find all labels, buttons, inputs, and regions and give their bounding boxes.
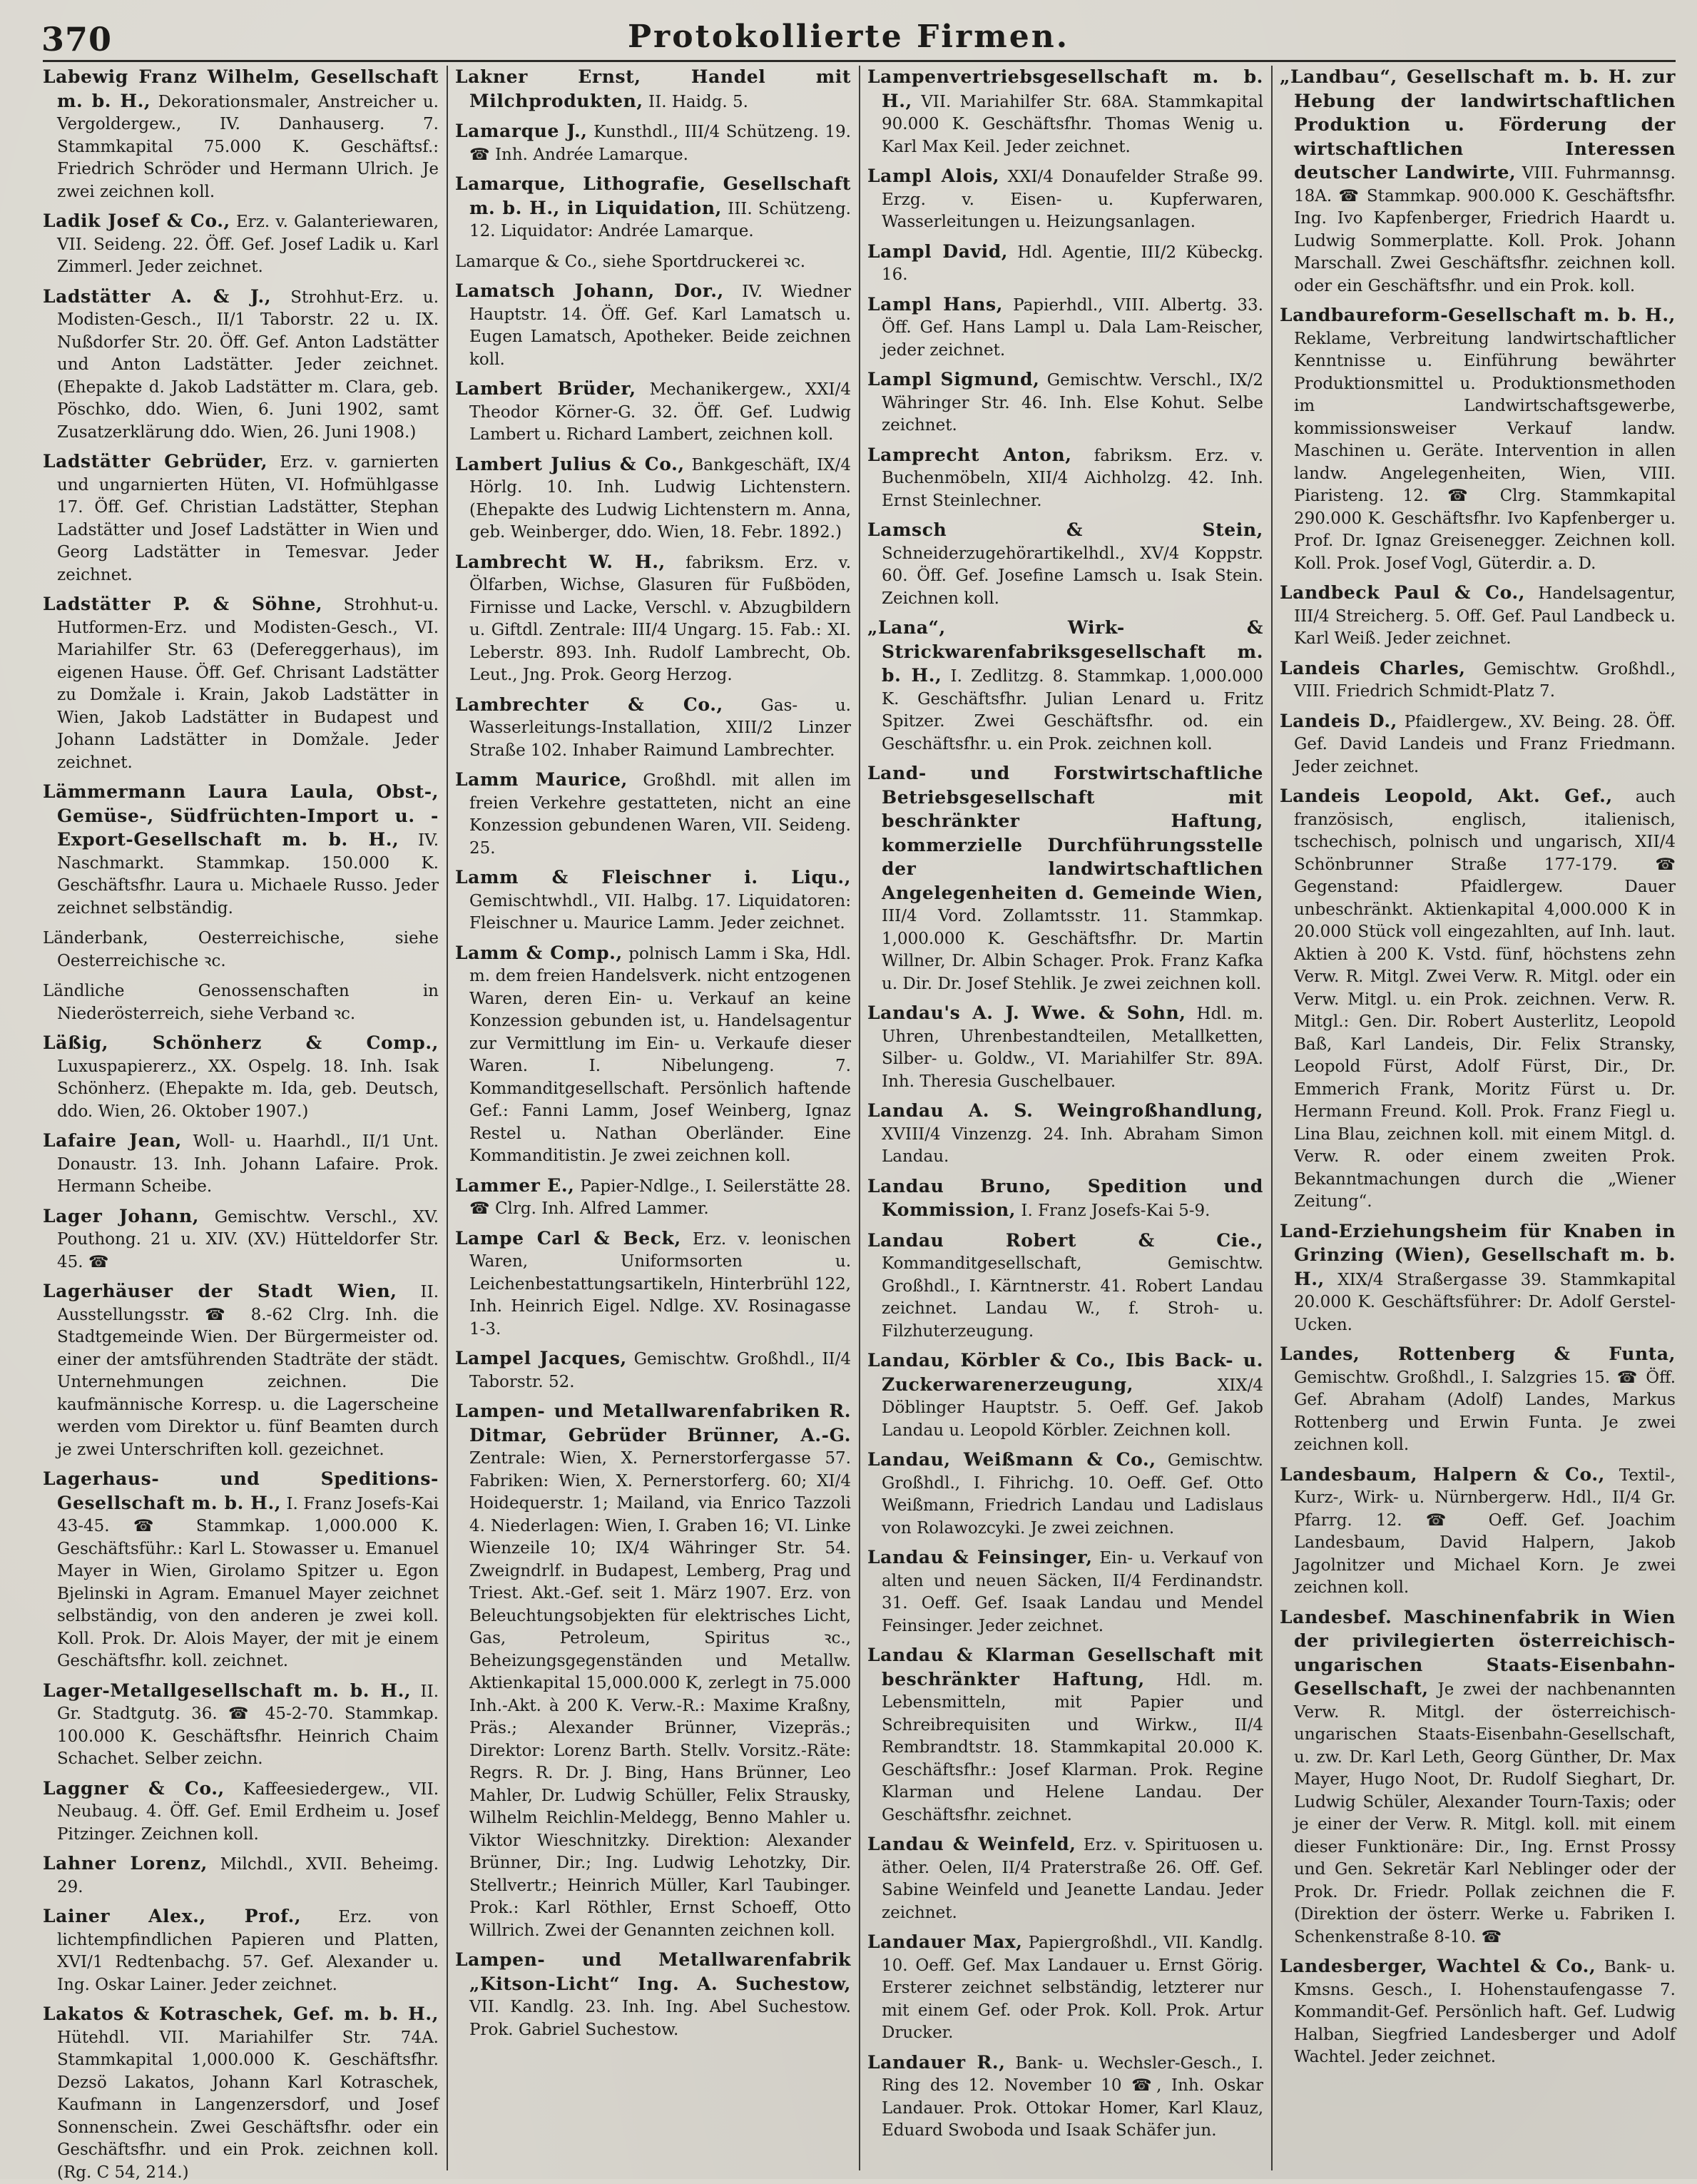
directory-entry	[867, 1833, 1263, 1924]
firm-name: Lamarque J.,	[455, 121, 588, 141]
firm-details: Gemischtw. Großhdl., VIII. Friedrich Schmidt-Platz 7.	[1294, 659, 1676, 701]
column-3	[867, 66, 1263, 2170]
firm-name: Lafaire Jean,	[43, 1130, 182, 1151]
firm-details: XVIII/4 Vinzenzg. 24. Inh. Abraham Simon Landau.	[882, 1124, 1263, 1166]
firm-name: Landeis Charles,	[1280, 657, 1466, 679]
directory-entry	[867, 1175, 1263, 1223]
firm-details: Papiergroßhdl., VII. Kandlg. 10. Oeff. Gef. Max Landauer u. Ernst Görig. Ersterer zeichnet selbständig, letzterer nur mit einem Gef. oder Prok. Koll. Prok. Artur Drucker.	[882, 1934, 1263, 2042]
firm-name: „Landbau“, Gesellschaft m. b. H. zur Hebung der landwirtschaftlichen Produktion u. Förderung der wirtschaftlichen Interessen deutscher Landwirte,	[1280, 66, 1676, 183]
firm-name: Landeis D.,	[1280, 710, 1397, 731]
firm-name: Landau & Feinsinger,	[867, 1547, 1093, 1568]
firm-details: Länderbank, Oesterreichische, siehe Oesterreichische ꝛc.	[43, 929, 439, 970]
firm-name: Lamatsch Johann, Dor.,	[455, 280, 724, 301]
directory-entry	[43, 1205, 439, 1274]
directory-entry	[455, 1347, 851, 1393]
firm-name: Landauer Max,	[867, 1931, 1023, 1952]
directory-entry	[455, 694, 851, 763]
firm-details: Erz. v. Galanteriewaren, VII. Seideng. 22. Öff. Gef. Josef Ladik u. Karl Zimmerl. Jeder zeichnet.	[57, 213, 439, 276]
firm-name: Lampl David,	[867, 240, 1009, 262]
firm-name: Lambrechter & Co.,	[455, 694, 723, 715]
firm-name: Landau & Weinfeld,	[867, 1834, 1076, 1854]
directory-entry	[455, 173, 851, 243]
directory-columns	[43, 66, 1683, 2182]
page-header: Protokollierte Firmen.	[627, 19, 1070, 55]
firm-details: Bank- u. Wechsler-Gesch., I. Ring des 12. November 10 ☎, Inh. Oskar Landauer. Prok. Ottokar Homer, Karl Klauz, Eduard Swoboda und Isaak Schäfer jun.	[882, 2053, 1263, 2140]
directory-entry	[867, 519, 1263, 610]
firm-details: Gemischtw. Großhdl., I. Salzgries 15. ☎ Öff. Gef. Abraham (Adolf) Landes, Markus Rottenberg und Erwin Funta. Je zwei zeichnen koll.	[1294, 1368, 1676, 1454]
directory-entry	[43, 2003, 439, 2184]
firm-name: Lakatos & Kotraschek, Gef. m. b. H.,	[43, 2003, 439, 2024]
firm-name: Lampl Alois,	[867, 166, 1000, 186]
directory-entry	[43, 926, 439, 972]
directory-entry	[455, 866, 851, 935]
firm-details: Textil-, Kurz-, Wirk- u. Nürnbergerw. Hdl., II/4 Gr. Pfarrg. 12. ☎ Oeff. Gef. Joachim Landesbaum, David Halpern, Jakob Jagolnitzer und Michael Korn. Je zwei zeichnen koll.	[1294, 1466, 1676, 1597]
directory-entry	[43, 285, 439, 445]
firm-name: Lämmermann Laura Laula, Obst-, Gemüse-, Südfrüchten-Import u. -Export-Gesellschaft m. b. H.,	[43, 781, 439, 850]
firm-name: Lamm Maurice,	[455, 769, 628, 790]
firm-details: Erz. von lichtempfindlichen Papieren und Platten, XVI/1 Redtenbachg. 57. Gef. Alexander u. Ing. Oskar Lainer. Jeder zeichnet.	[57, 1908, 439, 1994]
directory-entry	[455, 1949, 851, 2041]
directory-entry	[1280, 304, 1676, 575]
firm-name: Laggner & Co.,	[43, 1777, 225, 1799]
firm-name: Landbeck Paul & Co.,	[1280, 582, 1526, 603]
firm-name: Ladstätter A. & J.,	[43, 285, 272, 307]
firm-details: Hdl. Agentie, III/2 Kübeckg. 16.	[882, 243, 1264, 284]
firm-name: Lainer Alex., Prof.,	[43, 1906, 302, 1926]
firm-details: III. Schützeng. 12. Liquidator: Andrée Lamarque.	[469, 199, 851, 240]
firm-details: Ein- u. Verkauf von alten und neuen Säcken, II/4 Ferdinandstr. 31. Oeff. Gef. Isaak Landau und Mendel Feinsinger. Jeder zeichnet.	[882, 1549, 1263, 1635]
directory-entry	[43, 1680, 439, 1771]
directory-entry	[1280, 581, 1676, 651]
firm-details: Woll- u. Haarhdl., II/1 Unt. Donaustr. 13. Inh. Johann Lafaire. Prok. Hermann Scheibe.	[57, 1132, 439, 1196]
firm-name: Läßig, Schönherz & Comp.,	[43, 1032, 439, 1053]
firm-name: Lagerhäuser der Stadt Wien,	[43, 1281, 397, 1301]
firm-name: Landesberger, Wachtel & Co.,	[1280, 1956, 1596, 1976]
firm-name: Lampen- und Metallwarenfabriken R. Ditmar, Gebrüder Brünner, A.-G.	[455, 1401, 851, 1446]
firm-details: Gemischtw. Großhdl., I. Fihrichg. 10. Oeff. Gef. Otto Weißmann, Friedrich Landau und Ladislaus von Rolawozcyki. Je zwei zeichnen.	[882, 1451, 1263, 1538]
directory-entry	[867, 1229, 1263, 1344]
firm-name: Landau & Klarman Gesellschaft mit beschränkter Haftung,	[867, 1645, 1263, 1690]
firm-details: VII. Kandlg. 23. Inh. Ing. Abel Suchestow. Prok. Gabriel Suchestow.	[469, 1998, 851, 2039]
firm-details: II. Haidg. 5.	[648, 92, 748, 111]
firm-details: Gas- u. Wasserleitungs-Installation, XIII/2 Linzer Straße 102. Inhaber Raimund Lambrechter.	[469, 696, 851, 760]
firm-name: Land- und Forstwirtschaftliche Betriebsgesellschaft mit beschränkter Haftung, kommerzielle Durchführungsstelle der landwirtschaftlichen Angelegenheiten d. Gemeinde Wien,	[867, 763, 1263, 903]
firm-details: VII. Mariahilfer Str. 68A. Stammkapital 90.000 K. Geschäftsfhr. Thomas Wenig u. Karl Max Keil. Jeder zeichnet.	[882, 92, 1264, 156]
firm-details: I. Zedlitzg. 8. Stammkap. 1,000.000 K. Geschäftsfhr. Julian Lenard u. Fritz Spitzer. Zwei Geschäftsfhr. od. ein Geschäftsfhr. u. ein Prok. zeichnen koll.	[882, 667, 1264, 753]
directory-entry	[455, 377, 851, 447]
firm-details: Gemischtw. Verschl., XV. Pouthong. 21 u. XIV. (XV.) Hütteldorfer Str. 45. ☎	[57, 1207, 439, 1271]
firm-name: Lammer E.,	[455, 1174, 575, 1196]
firm-details: Gemischtw. Großhdl., II/4 Taborstr. 52.	[469, 1350, 851, 1391]
directory-entry	[43, 1129, 439, 1199]
firm-details: Hdl. m. Lebensmitteln, mit Papier und Schreibrequisiten und Wirkw., II/4 Rembrandtstr. 18. Stammkapital 20.000 K. Geschäftsfhr.: Josef Klarman. Prok. Regine Klarman und Helene Landau. Der Geschäftsfhr. zeichnet.	[882, 1670, 1263, 1824]
directory-entry	[1280, 785, 1676, 1214]
directory-entry	[455, 1227, 851, 1341]
page-number: 370	[41, 20, 113, 59]
firm-name: Lager Johann,	[43, 1205, 200, 1226]
firm-details: Kommanditgesellschaft, Gemischtw. Großhdl., I. Kärntnerstr. 41. Robert Landau zeichnet. Landau W., f. Stroh- u. Filzhuterzeugung.	[882, 1254, 1263, 1341]
directory-entry	[867, 293, 1263, 362]
directory-entry	[1280, 1606, 1676, 1949]
firm-details: Luxuspapiererz., XX. Ospelg. 18. Inh. Isak Schönherz. (Ehepakte m. Ida, geb. Deutsch, ddo. Wien, 26. Oktober 1907.)	[57, 1057, 439, 1121]
directory-entry	[867, 1349, 1263, 1442]
firm-details: IV. Wiedner Hauptstr. 14. Öff. Gef. Karl Lamatsch u. Eugen Lamatsch, Apotheker. Beide zeichnen koll.	[469, 283, 851, 369]
column-divider	[447, 66, 448, 2170]
directory-entry	[1280, 66, 1676, 298]
firm-name: Ladstätter P. & Söhne,	[43, 594, 323, 614]
directory-entry	[867, 1099, 1263, 1169]
firm-details: II. Ausstellungsstr. ☎ 8.-62 Clrg. Inh. die Stadtgemeinde Wien. Der Bürgermeister od. einer der amtsführenden Stadträte der städt. Unternehmungen zeichnen. Die kaufmännische Korresp. u. die Lagerscheine werden vom Direktor u. fünf Beamten durch je zwei Unterschriften koll. gezeichnet.	[57, 1283, 439, 1459]
firm-name: Lampenvertriebsgesellschaft m. b. H.,	[867, 66, 1263, 111]
firm-name: Landau A. S. Weingroßhandlung,	[867, 1100, 1263, 1121]
firm-details: Ländliche Genossenschaften in Niederösterreich, siehe Verband ꝛc.	[43, 982, 439, 1023]
directory-entry	[455, 1400, 851, 1942]
directory-entry	[43, 1032, 439, 1123]
firm-details: polnisch Lamm i Ska, Hdl. m. dem freien Handelsverk. nicht entzogenen Waren, deren Ein- u. Verkauf an keine Konzession gebunden ist, u. Handelsagentur zur Vermittlung im Ein- u. Verkaufe dieser Waren. I. Nibelungeng. 7. Kommanditgesellschaft. Persönlich haftende Gef.: Fanni Lamm, Josef Weinberg, Ignaz Restel u. Nathan Oberländer. Eine Kommanditistin. Je zwei zeichnen koll.	[469, 944, 852, 1165]
firm-name: Landau Robert & Cie.,	[867, 1229, 1263, 1251]
firm-details: Lamarque & Co., siehe Sportdruckerei ꝛc.	[455, 252, 806, 271]
firm-name: Landesbaum, Halpern & Co.,	[1280, 1463, 1605, 1485]
firm-details: XIX/4 Döblinger Hauptstr. 5. Oeff. Gef. Jakob Landau u. Leopold Körbler. Zeichnen koll.	[882, 1376, 1263, 1440]
directory-entry	[1280, 1955, 1676, 2069]
directory-entry	[43, 593, 439, 774]
firm-name: Lamm & Comp.,	[455, 942, 623, 963]
firm-name: Landauer R.,	[867, 2051, 1006, 2073]
firm-details: Strohhut-u. Hutformen-Erz. und Modisten-Gesch., VI. Mariahilfer Str. 63 (Defereggerhaus), im eigenen Hause. Öff. Gef. Chrisant Ladstätter zu Domžale i. Krain, Jakob Ladstätter in Wien, Jakob Ladstätter in Budapest und Johann Ladstätter in Domžale. Jeder zeichnet.	[57, 596, 439, 772]
firm-details: Strohhut-Erz. u. Modisten-Gesch., II/1 Taborstr. 22 u. IX. Nußdorfer Str. 20. Öff. Gef. Anton Ladstätter und Anton Ladstätter. Jeder zeichnet. (Ehepakte d. Jakob Ladstätter m. Clara, geb. Pöschko, ddo. Wien, 6. Juni 1902, samt Zusatzerklärung ddo. Wien, 26. Juni 1908.)	[57, 288, 439, 442]
firm-name: Lamarque, Lithografie, Gesellschaft m. b. H., in Liquidation,	[455, 173, 851, 218]
firm-name: Landes, Rottenberg & Funta,	[1280, 1344, 1676, 1364]
directory-entry	[867, 165, 1263, 234]
column-2	[455, 66, 851, 2170]
directory-entry	[867, 444, 1263, 513]
directory-entry	[455, 280, 851, 371]
firm-name: Lambert Julius & Co.,	[455, 453, 685, 474]
firm-details: Milchdl., XVII. Beheimg. 29.	[57, 1855, 439, 1896]
directory-entry	[43, 1905, 439, 1996]
directory-entry	[455, 1174, 851, 1221]
directory-entry	[867, 1931, 1263, 2045]
directory-entry	[1280, 1343, 1676, 1457]
header-rule	[43, 60, 1676, 62]
directory-entry	[867, 1002, 1263, 1093]
directory-entry	[43, 1852, 439, 1899]
firm-name: Lampl Sigmund,	[867, 369, 1040, 390]
firm-details: III/4 Vord. Zollamtsstr. 11. Stammkap. 1,000.000 K. Geschäftsfhr. Dr. Martin Willner, Dr. Albin Schager. Prok. Franz Kafka u. Dir. Dr. Josef Stehlik. Je zwei zeichnen koll.	[882, 907, 1263, 993]
firm-details: Mechanikergew., XXI/4 Theodor Körner-G. 32. Öff. Gef. Ludwig Lambert u. Richard Lambert, zeichnen koll.	[469, 380, 851, 444]
directory-entry	[455, 66, 851, 113]
directory-entry	[455, 250, 851, 274]
firm-name: Lamsch & Stein,	[867, 519, 1263, 540]
firm-details: Kaffeesiedergew., VII. Neubaug. 4. Öff. Gef. Emil Erdheim u. Josef Pitzinger. Zeichnen koll.	[57, 1779, 439, 1844]
directory-entry	[867, 2051, 1263, 2143]
firm-details: Pfaidlergew., XV. Being. 28. Öff. Gef. David Landeis und Franz Friedmann. Jeder zeichnet.	[1294, 712, 1676, 776]
directory-entry	[867, 762, 1263, 995]
firm-details: Gemischtwhdl., VII. Halbg. 17. Liquidatoren: Fleischner u. Maurice Lamm. Jeder zeichnet.	[469, 891, 851, 933]
firm-name: Lambert Brüder,	[455, 378, 636, 399]
firm-details: Erz. v. Spirituosen u. äther. Oelen, II/4 Praterstraße 26. Off. Gef. Sabine Weinfeld und Jeanette Landau. Jeder zeichnet.	[882, 1836, 1264, 1922]
column-divider	[1271, 66, 1273, 2170]
firm-name: Land-Erziehungsheim für Knaben in Grinzing (Wien), Gesellschaft m. b. H.,	[1280, 1220, 1676, 1289]
firm-name: Ladstätter Gebrüder,	[43, 451, 268, 472]
firm-details: Großhdl. mit allen im freien Verkehre gestatteten, nicht an eine Konzession gebundenen Waren, VII. Seideng. 25.	[469, 771, 852, 858]
directory-entry	[43, 450, 439, 586]
directory-entry	[43, 1468, 439, 1673]
directory-entry	[867, 1644, 1263, 1827]
firm-details: XXI/4 Donaufelder Straße 99. Erzg. v. Eisen- u. Kupferwaren, Wasserleitungen u. Heizungsanlagen.	[882, 168, 1264, 231]
firm-name: Lampl Hans,	[867, 293, 1004, 315]
firm-name: Lampen- und Metallwarenfabrik „Kitson-Licht“ Ing. A. Suchestow,	[455, 1949, 851, 1994]
column-divider	[859, 66, 860, 2170]
firm-details: Hütehdl. VII. Mariahilfer Str. 74A. Stammkapital 1,000.000 K. Geschäftsfhr. Dezsö Lakatos, Johann Karl Kotraschek, Kaufmann in Langenzersdorf, und Josef Sonnenschein. Zwei Geschäftsfhr. oder ein Geschäftsfhr. und ein Prok. zeichnen koll. (Rg. C 54, 214.)	[57, 2028, 439, 2182]
directory-entry	[867, 1448, 1263, 1540]
firm-name: Lampel Jacques,	[455, 1348, 627, 1368]
directory-entry	[43, 979, 439, 1025]
firm-name: Lakner Ernst, Handel mit Milchprodukten,	[455, 66, 851, 111]
directory-entry	[455, 551, 851, 687]
firm-name: Ladik Josef & Co.,	[43, 210, 230, 231]
firm-name: Landau's A. J. Wwe. & Sohn,	[867, 1002, 1186, 1023]
firm-details: Dekorationsmaler, Anstreicher u. Vergoldergew., IV. Danhauserg. 7. Stammkapital 75.000 K. Geschäftsf.: Friedrich Schröder und Hermann Ulrich. Je zwei zeichnen koll.	[57, 92, 439, 201]
firm-name: Landesbef. Maschinenfabrik in Wien der privilegierten österreichisch-ungarischen Staats-Eisenbahn-Gesellschaft,	[1280, 1606, 1676, 1699]
firm-details: Gemischtw. Verschl., IX/2 Währinger Str. 46. Inh. Else Kohut. Selbe zeichnet.	[882, 371, 1264, 435]
directory-entry	[43, 1777, 439, 1847]
firm-name: Landau Bruno, Spedition und Kommission,	[867, 1175, 1263, 1220]
firm-name: „Lana“, Wirk- & Strickwarenfabriksgesellschaft m. b. H.,	[867, 617, 1263, 686]
firm-details: fabriksm. Erz. v. Ölfarben, Wichse, Glasuren für Fußböden, Firnisse und Lacke, Verschl. v. Abzugbildern u. Giftdl. Zentrale: III/4 Ungarg. 15. Fab.: XI. Leberstr. 893. Inh. Rudolf Lambrecht, Ob. Leut., Jng. Prok. Georg Herzog.	[469, 553, 852, 684]
firm-details: VIII. Fuhrmannsg. 18A. ☎ Stammkap. 900.000 K. Geschäftsfhr. Ing. Ivo Kapfenberger, Friedrich Haardt u. Ludwig Sommerplatte. Koll. Prok. Johann Marschall. Zwei Geschäftsfhr. zeichnen koll. oder ein Geschäftsfhr. und ein Prok. koll.	[1294, 164, 1676, 295]
firm-name: Landbaureform-Gesellschaft m. b. H.,	[1280, 305, 1676, 325]
firm-name: Lampe Carl & Beck,	[455, 1227, 681, 1249]
firm-details: Bankgeschäft, IX/4 Hörlg. 10. Inh. Ludwig Lichtenstern. (Ehepakte des Ludwig Lichtenstern m. Anna, geb. Weinberger, ddo. Wien, 18. Febr. 1892.)	[469, 455, 851, 542]
firm-name: Landau, Körbler & Co., Ibis Back- u. Zuckerwarenerzeugung,	[867, 1350, 1263, 1395]
firm-details: Zentrale: Wien, X. Pernerstorfergasse 57. Fabriken: Wien, X. Pernerstorferg. 60; XI/4 Hoidequerstr. 1; Mailand, via Enrico Tazzoli 4. Niederlagen: Wien, I. Graben 16; VI. Linke Wienzeile 10; IX/4 Währinger Str. 54. Zweigndrlf. in Budapest, Lemberg, Prag und Triest. Akt.-Gef. seit 1. März 1907. Erz. von Beleuchtungsobjekten für elektrisches Licht, Gas, Petroleum, Spiritus ꝛc., Beheizungsgegenständen und Metallw. Aktienkapital 15,000.000 K, zerlegt in 75.000 Inh.-Akt. à 200 K. Verw.-R.: Maxime Kraßny, Präs.; Alexander Brünner, Vizepräs.; Direktor: Lorenz Barth. Stellv. Vorsitz.-Räte: Regrs. R. Dr. J. Bing, Hans Brünner, Leo Mahler, Dr. Ludwig Schüller, Felix Strausky, Wilhelm Reichlin-Meldegg, Benno Mahler u. Viktor Wieschnitzky. Direktion: Alexander Brünner, Dir.; Ing. Ludwig Lehotzky, Dir. Stellvertr.; Heinrich Müller, Karl Taubinger. Prok.: Karl Röthler, Ernst Schoeff, Otto Willrich. Zwei der Genannten zeichnen koll.	[469, 1449, 851, 1940]
column-4	[1280, 66, 1676, 2170]
firm-name: Lamm & Fleischner i. Liqu.,	[455, 867, 851, 888]
firm-details: Bank- u. Kmsns. Gesch., I. Hohenstaufengasse 7. Kommandit-Gef. Persönlich haft. Gef. Ludwig Halban, Siegfried Landesberger und Adolf Wachtel. Jeder zeichnet.	[1294, 1958, 1676, 2066]
directory-entry	[1280, 1220, 1676, 1337]
directory-entry	[867, 616, 1263, 756]
firm-details: Papier-Ndlge., I. Seilerstätte 28. ☎ Clrg. Inh. Alfred Lammer.	[469, 1177, 851, 1218]
firm-details: Handelsagentur, III/4 Streicherg. 5. Off. Gef. Paul Landbeck u. Karl Weiß. Jeder zeichnet.	[1294, 584, 1676, 648]
directory-entry	[455, 453, 851, 544]
firm-details: Erz. v. leonischen Waren, Uniformsorten u. Leichenbestattungsartikeln, Hinterbrühl 122, Inh. Heinrich Eigel. Ndlge. XV. Rosinagasse 1-3.	[469, 1229, 851, 1339]
firm-details: I. Franz Josefs-Kai 5-9.	[1021, 1202, 1211, 1220]
directory-entry	[867, 1546, 1263, 1637]
firm-details: fabriksm. Erz. v. Buchenmöbeln, XII/4 Aichholzg. 42. Inh. Ernst Steinlechner.	[882, 446, 1263, 510]
directory-entry	[1280, 710, 1676, 779]
firm-name: Lager-Metallgesellschaft m. b. H.,	[43, 1680, 412, 1701]
firm-details: Papierhdl., VIII. Albertg. 33. Öff. Gef. Hans Lampl u. Dala Lam-Reischer, jeder zeichnet.	[882, 295, 1263, 360]
firm-name: Lamprecht Anton,	[867, 444, 1072, 465]
firm-name: Labewig Franz Wilhelm, Gesellschaft m. b. H.,	[43, 66, 439, 111]
firm-name: Lambrecht W. H.,	[455, 551, 666, 572]
directory-entry	[1280, 1463, 1676, 1600]
directory-entry	[455, 768, 851, 860]
directory-entry	[1280, 657, 1676, 704]
directory-entry	[867, 66, 1263, 158]
firm-details: Erz. v. garnierten und ungarnierten Hüten, VI. Hofmühlgasse 17. Öff. Gef. Christian Ladstätter, Stephan Ladstätter und Josef Ladstätter in Wien und Georg Ladstätter in Temesvar. Jeder zeichnet.	[57, 453, 439, 584]
firm-details: Hdl. m. Uhren, Uhrenbestandteilen, Metallketten, Silber- u. Goldw., VI. Mariahilfer Str. 89A. Inh. Theresia Guschelbauer.	[882, 1005, 1264, 1091]
directory-entry	[43, 66, 439, 203]
directory-entry	[867, 240, 1263, 287]
directory-entry	[455, 942, 851, 1168]
firm-name: Lahner Lorenz,	[43, 1853, 208, 1874]
firm-name: Landau, Weißmann & Co.,	[867, 1449, 1156, 1470]
firm-name: Lagerhaus- und Speditions-Gesellschaft m. b. H.,	[43, 1468, 439, 1513]
firm-details: I. Franz Josefs-Kai 43-45. ☎ Stammkap. 1,000.000 K. Geschäftsführ.: Karl L. Stowasser u. Emanuel Mayer in Wien, Girolamo Spitzer u. Egon Bjelinski in Agram. Emanuel Mayer zeichnet selbständig, von den anderen je zwei koll. Koll. Prok. Dr. Alois Mayer, der mit je einem Geschäftsfhr. koll. zeichnet.	[57, 1494, 439, 1670]
firm-details: XIX/4 Straßergasse 39. Stammkapital 20.000 K. Geschäftsführer: Dr. Adolf Gerstel-Ucken.	[1294, 1270, 1676, 1334]
firm-details: auch französisch, englisch, italienisch, tschechisch, polnisch und ungarisch, XII/4 Schönbrunner Straße 177-179. ☎ Gegenstand: Pfaidlergew. Dauer unbeschränkt. Aktienkapital 4,000.000 K in 20.000 Stück voll eingezahlten, auf Inh. laut. Aktien à 200 K. Vstd. fünf, höchstens zehn Verw. R. Mitgl. Zwei Verw. R. Mitgl. oder ein Verw. Mitgl. u. ein Prok. zeichnen. Verw. R. Mitgl.: Gen. Dir. Robert Austerlitz, Leopold Baß, Karl Landeis, Dir. Felix Stransky, Leopold Fürst, Adolf Fürst, Dir., Dr. Emmerich Frank, Moritz Fürst u. Dr. Hermann Freund. Koll. Prok. Franz Fiegl u. Lina Blau, zeichnen koll. mit einem Mitgl. d. Verw. R. oder einem zweiten Prok. Bekanntmachungen durch die „Wiener Zeitung“.	[1294, 788, 1676, 1211]
column-1	[43, 66, 439, 2182]
firm-details: Kunsthdl., III/4 Schützeng. 19. ☎ Inh. Andrée Lamarque.	[469, 123, 851, 164]
directory-entry	[867, 368, 1263, 437]
directory-entry	[455, 120, 851, 166]
firm-details: Je zwei der nachbenannten Verw. R. Mitgl. der österreichisch-ungarischen Staats-Eisenbahn-Gesellschaft, u. zw. Dr. Karl Leth, Georg Günther, Dr. Max Mayer, Hugo Noot, Dr. Rudolf Sieghart, Dr. Ludwig Schüler, Alexander Tourn-Taxis; oder je einer der Verw. R. Mitgl. koll. mit einem dieser Funktionäre: Dir., Ing. Ernst Prossy und Gen. Sekretär Karl Neblinger oder der Prok. Dr. Friedr. Pollak zeichnen die F. (Direktion der österr. Werke u. Fabriken I. Schenkenstraße 8-10. ☎	[1294, 1680, 1676, 1946]
firm-details: Reklame, Verbreitung landwirtschaftlicher Kenntnisse u. Einführung bewährter Produktionsmittel u. Produktionsmethoden im Landwirtschaftsgewerbe, kommissionsweiser Verkauf landw. Maschinen u. Geräte. Intervention in allen landw. Angelegenheiten, Wien, VIII. Piaristeng. 12. ☎ Clrg. Stammkapital 290.000 K. Geschäftsfhr. Ivo Kapfenberger u. Prof. Dr. Ignaz Greisenegger. Zeichnen koll. Koll. Prok. Josef Vogl, Güterdir. a. D.	[1294, 329, 1676, 573]
firm-details: Schneiderzugehörartikelhdl., XV/4 Koppstr. 60. Öff. Gef. Josefine Lamsch u. Isak Stein. Zeichnen koll.	[882, 544, 1263, 608]
firm-details: IV. Naschmarkt. Stammkap. 150.000 K. Geschäftsfhr. Laura u. Michaele Russo. Jeder zeichnet selbständig.	[57, 831, 439, 918]
directory-entry	[43, 210, 439, 279]
directory-entry	[43, 1280, 439, 1461]
firm-name: Landeis Leopold, Akt. Gef.,	[1280, 786, 1613, 806]
firm-details: II. Gr. Stadtgutg. 36. ☎ 45-2-70. Stammkap. 100.000 K. Geschäftsfhr. Heinrich Chaim Schachet. Selber zeichn.	[57, 1682, 439, 1768]
directory-entry	[43, 781, 439, 920]
